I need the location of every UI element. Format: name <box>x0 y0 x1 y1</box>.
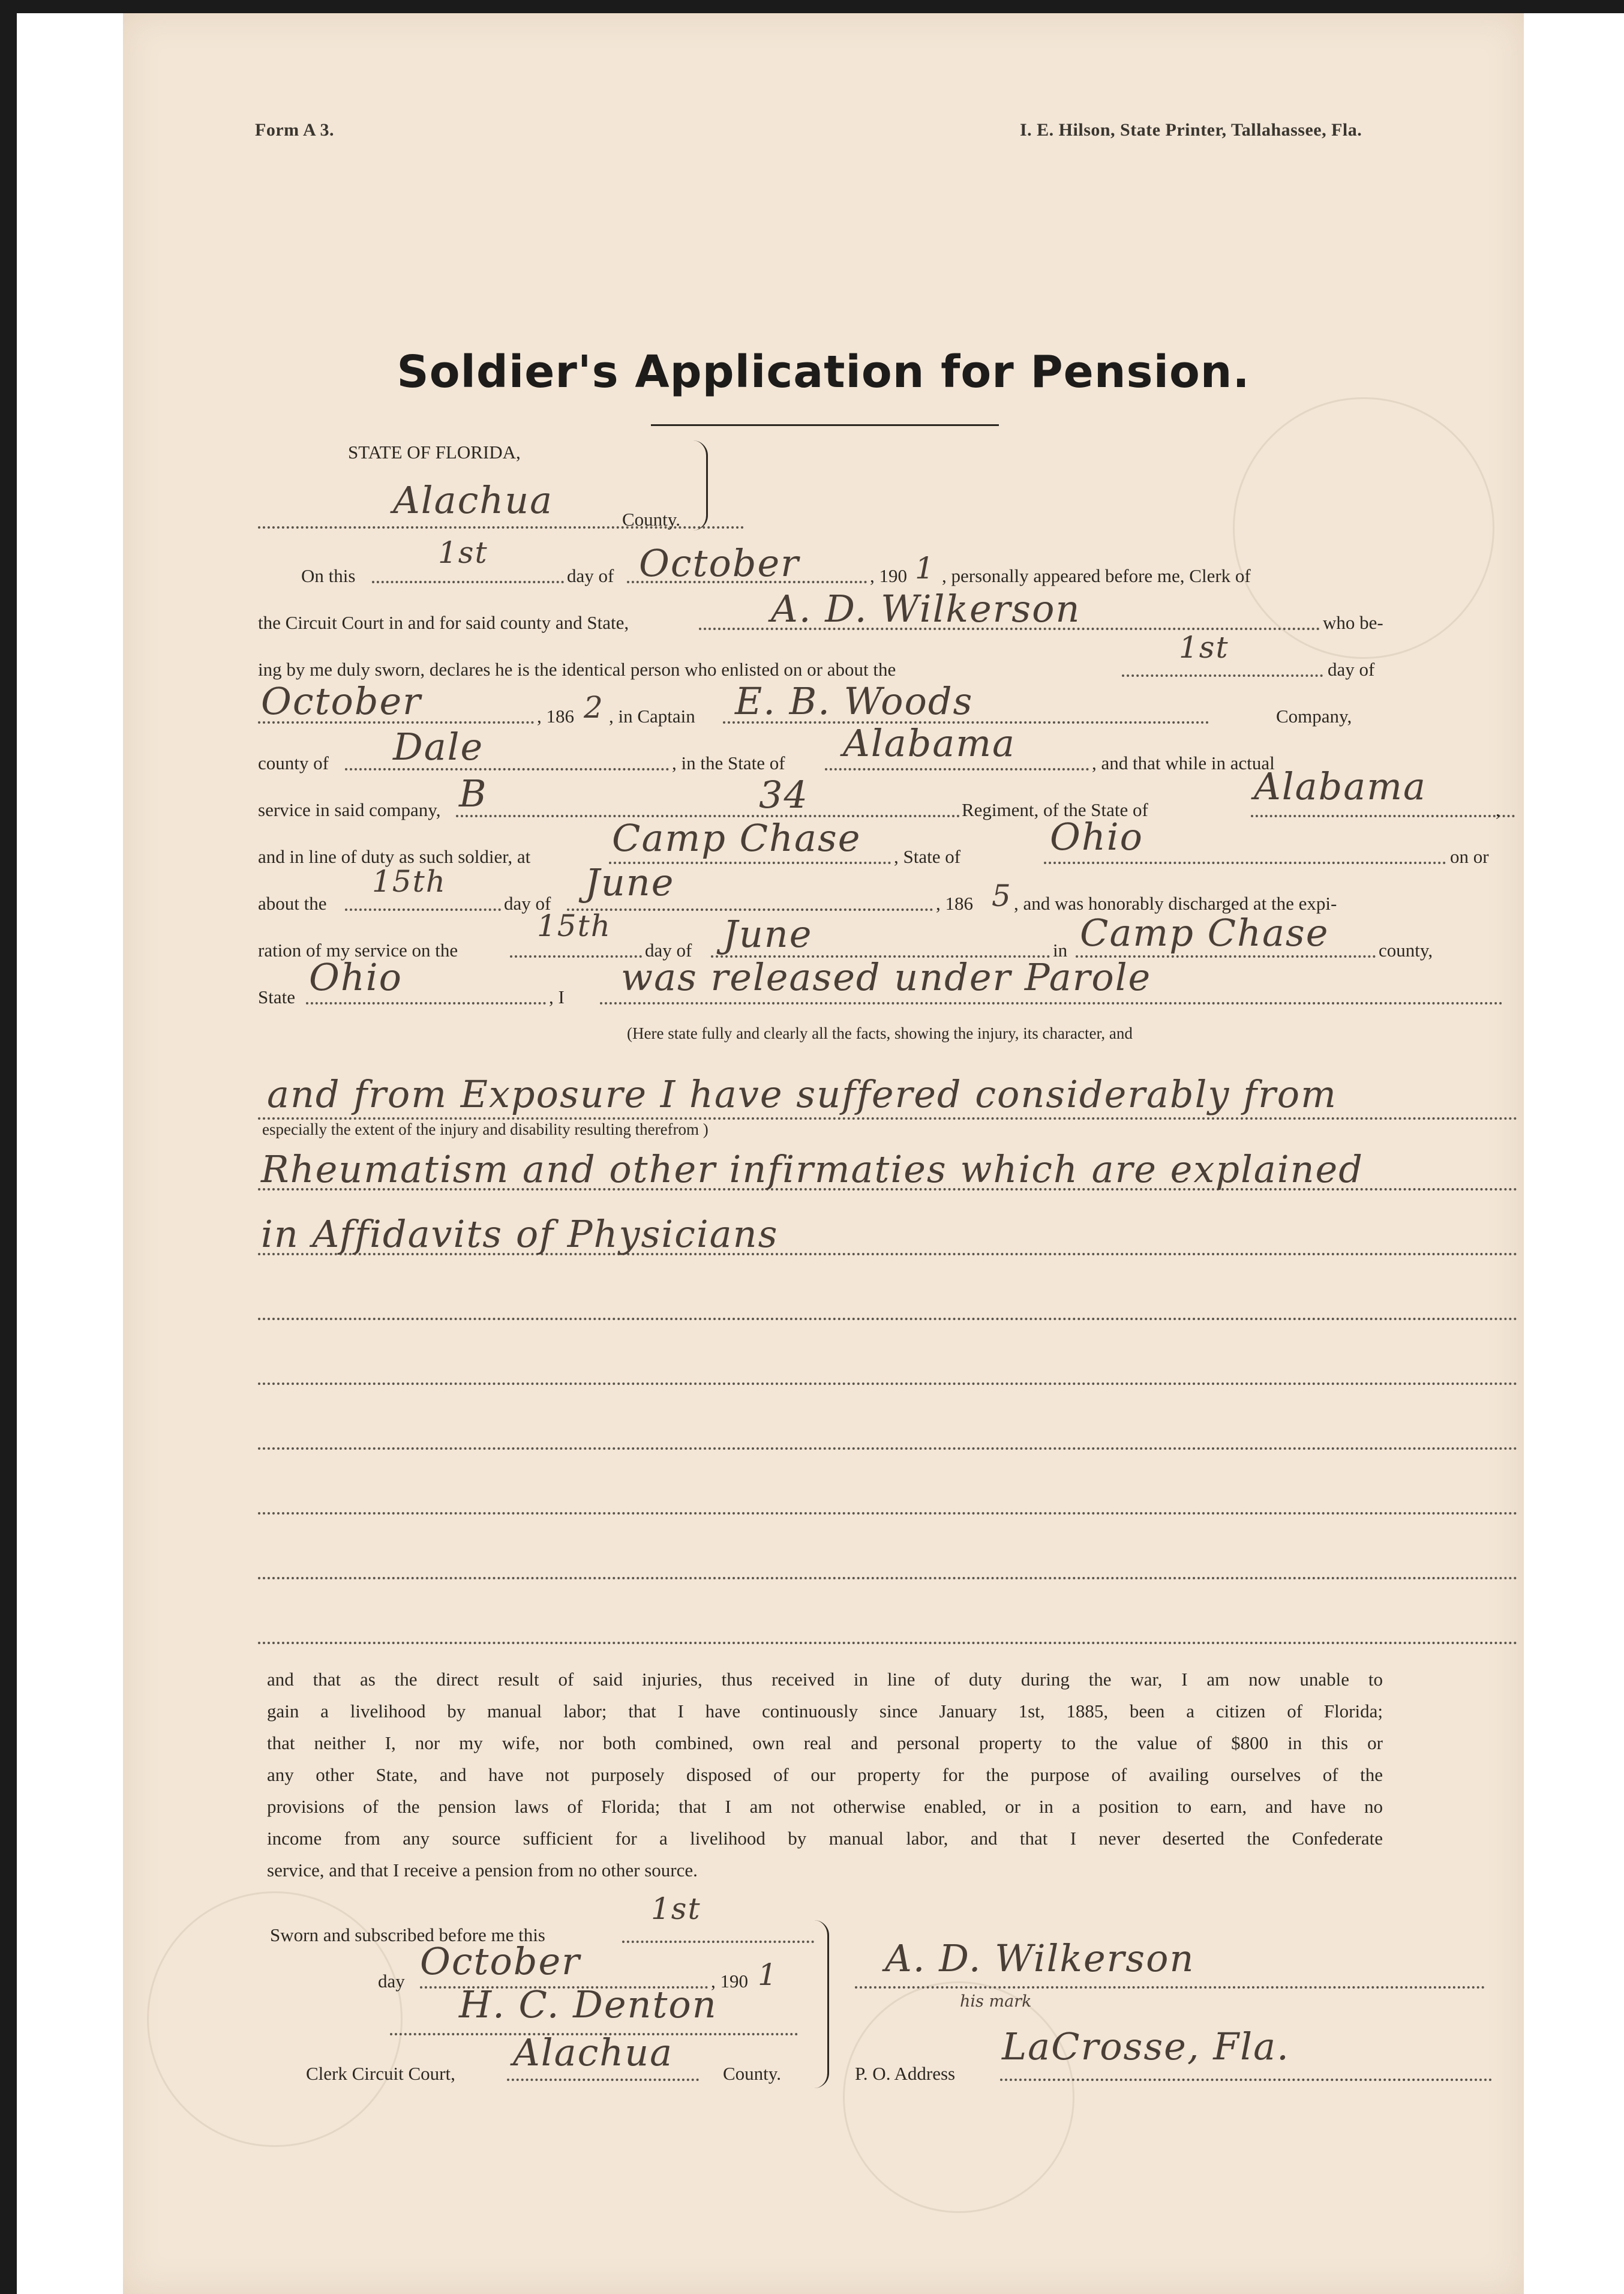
body-text: county of <box>258 752 329 773</box>
body-text: day of <box>504 893 551 914</box>
body-text: , in Captain <box>609 706 695 727</box>
venue-brace <box>693 440 708 530</box>
fill-line <box>258 1117 1518 1120</box>
fill-line <box>600 1002 1503 1004</box>
body-text: , in the State of <box>672 752 785 773</box>
hw-injury-month: June <box>585 860 675 904</box>
body-text: , personally appeared before me, Clerk of <box>942 565 1251 586</box>
body-text: county, <box>1379 940 1433 961</box>
fill-line <box>306 1002 546 1004</box>
jurat-sworn: Sworn and subscribed before me this <box>270 1924 545 1945</box>
closing-line: service, and that I receive a pension from no other source. <box>267 1860 698 1881</box>
body-text: , 190 <box>870 565 907 586</box>
signature-mark: his mark <box>960 1992 1032 2011</box>
hw-place: Camp Chase <box>612 816 861 860</box>
po-address-label: P. O. Address <box>855 2063 956 2084</box>
fill-line <box>1122 674 1323 677</box>
body-text: and in line of duty as such soldier, at <box>258 846 531 867</box>
fill-line <box>258 1447 1518 1450</box>
body-text: in <box>1053 940 1068 961</box>
jurat-county-label: County. <box>723 2063 782 2084</box>
fill-line <box>258 1577 1518 1579</box>
hw-jurat-year: 1 <box>758 1957 778 1992</box>
body-text: , and that while in actual <box>1092 752 1275 773</box>
closing-line: any other State, and have not purposely disposed of our property for the purpose of availing ourselves of the <box>267 1764 1383 1785</box>
body-text: about the <box>258 893 327 914</box>
closing-line: provisions of the pension laws of Florida; that I am not otherwise enabled, or in a position to earn, and have no <box>267 1796 1383 1817</box>
clerk-signature: H. C. Denton <box>459 1983 718 2026</box>
fill-line <box>622 1941 814 1943</box>
venue-county-label: County. <box>622 509 681 530</box>
hw-discharge-state: Ohio <box>309 955 403 999</box>
fill-line <box>258 1512 1518 1515</box>
closing-line: gain a livelihood by manual labor; that I have continuously since January 1st, 1885, been a citizen of Florida; <box>267 1701 1383 1722</box>
clerk-label: Clerk Circuit Court, <box>306 2063 455 2084</box>
body-text: , and was honorably discharged at the expi- <box>1014 893 1337 914</box>
jurat-brace <box>814 1920 829 2088</box>
instruction-note: especially the extent of the injury and disability resulting therefrom ) <box>262 1120 709 1138</box>
fill-line <box>372 581 564 583</box>
embossed-seal <box>843 1981 1074 2213</box>
body-text: Company, <box>1276 706 1352 727</box>
fill-line <box>1000 2079 1492 2081</box>
hw-enlist-day: 1st <box>1179 630 1229 665</box>
scan-border-top <box>0 0 1624 13</box>
body-text: on or <box>1450 846 1489 867</box>
hw-injury-year: 5 <box>992 878 1012 913</box>
fill-line <box>258 1383 1518 1385</box>
hw-statement: Rheumatism and other infirmaties which are explained <box>261 1147 1364 1191</box>
hw-statement: was released under Parole <box>621 955 1152 999</box>
fill-line <box>258 1642 1518 1644</box>
hw-venue-county: Alachua <box>393 478 554 522</box>
hw-discharge-day: 15th <box>537 908 611 943</box>
body-text: On this <box>301 565 356 586</box>
hw-jurat-county: Alachua <box>513 2031 674 2074</box>
closing-line: and that as the direct result of said injuries, thus received in line of duty during the war, I am now unable to <box>267 1669 1383 1690</box>
jurat-year-label: , 190 <box>711 1971 748 1992</box>
body-text: , 186 <box>537 706 574 727</box>
hw-jurat-month: October <box>420 1939 581 1983</box>
hw-discharge-month: June <box>723 912 813 956</box>
fill-line <box>1251 815 1515 817</box>
hw-place-state: Ohio <box>1050 815 1143 859</box>
body-text: day of <box>567 565 614 586</box>
form-sheet <box>123 13 1524 2294</box>
closing-line: that neither I, nor my wife, nor both combined, own real and personal property to the value of $800 in this or <box>267 1732 1383 1753</box>
instruction-note: (Here state fully and clearly all the facts, showing the injury, its character, and <box>627 1024 1133 1042</box>
body-text: day of <box>645 940 692 961</box>
body-text: State <box>258 986 295 1007</box>
hw-enlist-year: 2 <box>584 690 604 725</box>
body-text: service in said company, <box>258 799 441 820</box>
printer-credit: I. E. Hilson, State Printer, Tallahassee, Fla. <box>1020 120 1362 140</box>
body-text: ration of my service on the <box>258 940 458 961</box>
hw-county: Dale <box>393 725 484 769</box>
applicant-signature: A. D. Wilkerson <box>885 1936 1195 1980</box>
title-rule <box>651 424 999 426</box>
fill-line <box>825 768 1089 770</box>
body-text: , State of <box>894 846 961 867</box>
body-text: who be- <box>1323 612 1383 633</box>
hw-discharge-place: Camp Chase <box>1080 911 1329 955</box>
body-text: the Circuit Court in and for said county and State, <box>258 612 629 633</box>
closing-line: income from any source sufficient for a livelihood by manual labor, and that I never deserted the Confederate <box>267 1828 1383 1849</box>
hw-regiment-state: Alabama <box>1254 764 1427 808</box>
hw-statement: in Affidavits of Physicians <box>261 1212 779 1256</box>
body-text: ing by me duly sworn, declares he is the identical person who enlisted on or about the <box>258 659 896 680</box>
fill-line <box>258 1318 1518 1320</box>
hw-regiment: 34 <box>759 773 809 817</box>
form-id: Form A 3. <box>255 120 334 140</box>
hw-year: 1 <box>915 551 935 586</box>
body-text: , I <box>549 986 565 1007</box>
hw-day: 1st <box>438 535 488 570</box>
body-text: , 186 <box>936 893 973 914</box>
hw-affiant: A. D. Wilkerson <box>771 587 1081 631</box>
venue-state: STATE OF FLORIDA, <box>348 442 521 463</box>
body-text: , <box>1496 799 1500 820</box>
fill-line <box>1044 862 1446 864</box>
scan-border-left <box>0 0 17 2294</box>
body-text: day of <box>1328 659 1375 680</box>
hw-enlist-month: October <box>261 679 422 723</box>
page-title: Soldier's Application for Pension. <box>397 346 1250 398</box>
hw-captain: E. B. Woods <box>735 679 974 723</box>
body-text: Regiment, of the State of <box>962 799 1148 820</box>
hw-injury-day: 15th <box>372 864 446 899</box>
hw-po-address: LaCrosse, Fla. <box>1002 2025 1290 2068</box>
hw-company: B <box>459 772 488 815</box>
hw-statement: and from Exposure I have suffered considerably from <box>267 1072 1337 1116</box>
fill-line <box>345 908 501 911</box>
fill-line <box>855 1986 1485 1989</box>
fill-line <box>567 908 933 911</box>
hw-month: October <box>639 541 800 585</box>
fill-line <box>507 2079 699 2081</box>
jurat-day-label: day <box>378 1971 405 1992</box>
hw-state: Alabama <box>843 721 1016 765</box>
hw-jurat-day: 1st <box>651 1891 701 1926</box>
